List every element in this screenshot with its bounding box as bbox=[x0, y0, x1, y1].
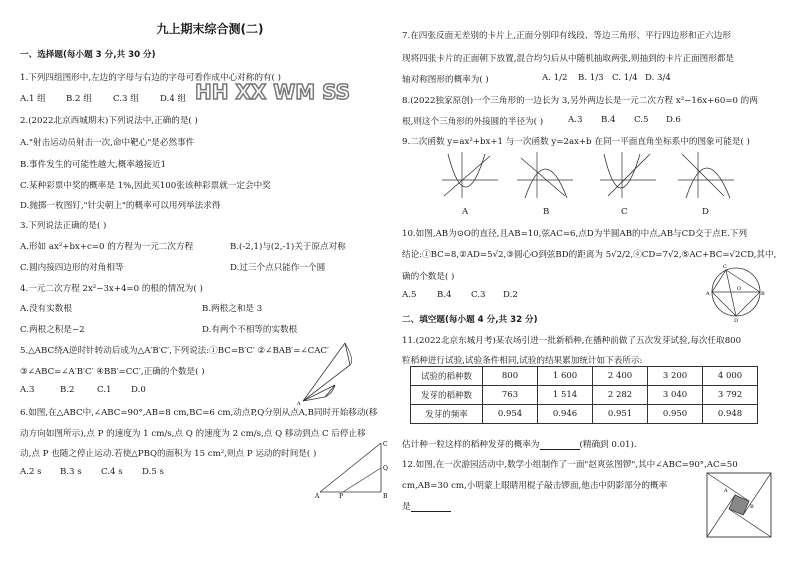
q10-label-a: A bbox=[706, 291, 710, 297]
q6-label-c: C bbox=[383, 441, 388, 448]
q12-answer-prefix: 是 bbox=[402, 502, 411, 512]
q10-stem-line3: 确的个数是( ) bbox=[402, 272, 455, 282]
q6-stem-line1: 6.如图,在△ABC中,∠ABC=90°,AB=8 cm,BC=6 cm,动点P,Q分别从点A,B同时开始移动(移 bbox=[20, 408, 378, 418]
q6-stem-line3: 动,点 P 也随之停止运动.若使△PBQ的面积为 15 cm²,则点 P 运动的时间是( ) bbox=[20, 449, 317, 459]
q3-option-b: B.(-2,1)与(2,-1)关于原点对称 bbox=[230, 242, 346, 252]
q6-option-a: A.2 s bbox=[20, 467, 42, 477]
q11-trial-table bbox=[410, 366, 758, 424]
q6-label-a: A bbox=[315, 493, 320, 500]
q10-stem-line2: 结论:①BC=8,②AD=5√2,③圆心O到弦BD的距离为 5√2/2,④CD=7√2,⑤AC+BC=√2CD,其中, bbox=[402, 250, 777, 260]
q10-label-c: C bbox=[723, 264, 727, 270]
q11-answer-blank[interactable] bbox=[540, 441, 580, 450]
q3-option-d: D.过三个点只能作一个圆 bbox=[230, 263, 326, 273]
q1-option-b: B.2 组 bbox=[66, 94, 92, 104]
q3-option-a: A.形如 ax²+bx+c=0 的方程为一元二次方程 bbox=[20, 242, 194, 252]
q9-label-a: A bbox=[462, 207, 469, 217]
q9-graph-a bbox=[440, 150, 500, 200]
q6-label-q: Q bbox=[383, 465, 388, 472]
table-row bbox=[411, 405, 758, 424]
q9-label-d: D bbox=[702, 207, 709, 217]
table-cell: 0.946 bbox=[538, 405, 593, 424]
section-choice-heading: 一、选择题(每小题 3 分,共 30 分) bbox=[20, 50, 156, 60]
table-cell: 3 040 bbox=[648, 386, 703, 405]
q10-option-c: C.3 bbox=[471, 290, 486, 300]
table-row-label: 发芽的频率 bbox=[411, 405, 483, 424]
q5-label-a: A bbox=[297, 401, 301, 407]
table-row-label: 发芽的稻种数 bbox=[411, 386, 483, 405]
table-cell: 763 bbox=[483, 386, 538, 405]
q3-stem: 3.下列说法正确的是( ) bbox=[20, 221, 107, 231]
q4-option-d: D.有两个不相等的实数根 bbox=[202, 325, 298, 335]
q6-option-c: C.4 s bbox=[101, 467, 123, 477]
table-row bbox=[411, 367, 758, 386]
q5-stem-continued: ③∠ABC=∠A′B′C′ ④BB′=CC′,正确的个数是( ) bbox=[20, 367, 205, 377]
q12-answer-blank[interactable] bbox=[411, 503, 451, 512]
q12-stem-line2: cm,AB=30 cm,小明蒙上眼睛用棍子敲击锣面,他击中阴影部分的概率 bbox=[402, 481, 668, 491]
q9-graph-d bbox=[676, 150, 736, 200]
q9-graph-c bbox=[598, 150, 658, 200]
q12-answer-line bbox=[402, 500, 451, 512]
q11-stem-line2: 粒稻种进行试验,试验条件相同,试验的结果累加统计如下表所示: bbox=[402, 356, 643, 366]
section-fill-heading: 二、填空题(每小题 4 分,共 32 分) bbox=[402, 315, 538, 325]
watermark: HH XX WM SS bbox=[195, 80, 351, 104]
q2-option-b: B.事件发生的可能性越大,概率越接近1 bbox=[20, 160, 167, 170]
q10-option-b: B.4 bbox=[437, 290, 452, 300]
table-cell: 0.948 bbox=[703, 405, 758, 424]
q4-stem: 4.一元二次方程 2x²−3x+4=0 的根的情况为( ) bbox=[20, 284, 203, 294]
q8-stem-line2: 根,则这个三角形的外接圆的半径为( ) bbox=[402, 117, 544, 127]
q11-answer-line bbox=[402, 438, 637, 450]
q1-option-d: D.4 组 bbox=[160, 94, 187, 104]
q12-label-b: B bbox=[750, 504, 754, 510]
q8-option-a: A.3 bbox=[568, 115, 583, 125]
table-cell: 1 600 bbox=[538, 367, 593, 386]
q4-option-c: C.两根之积是−2 bbox=[20, 325, 85, 335]
q11-answer-suffix: (精确到 0.01). bbox=[579, 440, 637, 450]
q1-option-c: C.3 组 bbox=[113, 94, 139, 104]
q8-option-d: D.6 bbox=[666, 115, 681, 125]
q5-option-c: C.1 bbox=[97, 385, 112, 395]
q6-option-b: B.3 s bbox=[60, 467, 82, 477]
q4-option-b: B.两根之和是 3 bbox=[202, 304, 263, 314]
q12-label-a: A bbox=[724, 488, 728, 494]
table-cell: 1 514 bbox=[538, 386, 593, 405]
q10-label-o: O bbox=[737, 286, 742, 292]
q3-option-c: C.圆内接四边形的对角相等 bbox=[20, 263, 124, 273]
table-cell: 0.950 bbox=[648, 405, 703, 424]
q9-stem: 9.二次函数 y=ax²+bx+1 与一次函数 y=2ax+b 在同一平面直角坐标系中的图象可能是( ) bbox=[402, 137, 750, 147]
q11-answer-prefix: 估计种一粒这样的稻种发芽的概率为 bbox=[402, 440, 540, 450]
q6-label-b: B bbox=[383, 493, 388, 500]
table-cell: 2 282 bbox=[593, 386, 648, 405]
q5-option-b: B.2 bbox=[60, 385, 75, 395]
q9-graph-b bbox=[515, 150, 575, 200]
q7-option-d: D. 3/4 bbox=[645, 73, 671, 83]
q10-circle-figure bbox=[706, 262, 766, 322]
table-cell: 4 000 bbox=[703, 367, 758, 386]
q5-option-a: A.3 bbox=[20, 385, 35, 395]
q5-option-d: D.0 bbox=[131, 385, 146, 395]
q1-stem: 1.下列四组图形中,左边的字母与右边的字母可看作成中心对称的有( ) bbox=[20, 73, 281, 83]
table-cell: 0.954 bbox=[483, 405, 538, 424]
q4-option-a: A.没有实数根 bbox=[20, 304, 72, 314]
q6-label-p: P bbox=[339, 493, 344, 500]
q12-zhaoshuang-figure bbox=[704, 470, 774, 540]
table-cell: 3 200 bbox=[648, 367, 703, 386]
table-row-label: 试验的稻种数 bbox=[411, 367, 483, 386]
page-title: 九上期末综合测(二) bbox=[156, 22, 264, 36]
q6-option-d: D.5 s bbox=[142, 467, 164, 477]
q9-label-c: C bbox=[621, 207, 628, 217]
table-cell: 2 400 bbox=[593, 367, 648, 386]
q7-stem-line2: 现将四张卡片的正面朝下放置,混合均匀后从中随机抽取两张,则抽到的卡片正面图形都是 bbox=[402, 54, 735, 64]
q11-stem-line1: 11.(2022北京东城月考)某农场引进一批新稻种,在播种前做了五次发芽试验,每次任取800 bbox=[402, 336, 742, 346]
q7-option-c: C. 1/4 bbox=[612, 73, 638, 83]
q6-stem-line2: 动方向如图所示),点 P 的速度为 1 cm/s,点 Q 的速度为 2 cm/s,点 Q 移动到点 C 后停止移 bbox=[20, 429, 366, 439]
q5-stem: 5.△ABC绕A逆时针转动后成为△A′B′C′,下列说法:①BC=B′C′ ②∠BAB′=∠CAC′ bbox=[20, 346, 329, 356]
table-row bbox=[411, 386, 758, 405]
q2-option-c: C.某种彩票中奖的概率是 1%,因此买100张该种彩票就一定会中奖 bbox=[20, 181, 271, 191]
q7-option-a: A. 1/2 bbox=[542, 73, 568, 83]
q12-stem-line1: 12.如图,在一次游园活动中,数学小组制作了一面"赵爽弦图锣",其中∠ABC=90°,AC=50 bbox=[402, 460, 738, 470]
table-cell: 3 792 bbox=[703, 386, 758, 405]
q2-stem: 2.(2022北京西城期末)下列说法中,正确的是( ) bbox=[20, 116, 198, 126]
q10-option-d: D.2 bbox=[503, 290, 518, 300]
q8-stem-line1: 8.(2022独家原创)一个三角形的一边长为 3,另外两边长是一元二次方程 x²−16x+60=0 的两 bbox=[402, 96, 758, 106]
q2-option-a: A."射击运动员射击一次,命中靶心"是必然事件 bbox=[20, 138, 195, 148]
q10-label-b: B bbox=[761, 291, 765, 297]
q7-stem-line3: 轴对称图形的概率为( ) bbox=[402, 75, 489, 85]
q1-option-a: A.1 组 bbox=[20, 94, 46, 104]
q10-stem-line1: 10.如图,AB为⊙O的直径,且AB=10,弦AC=6,点D为半圆AB的中点,AB与CD交于点E.下列 bbox=[402, 229, 748, 239]
q5-rotation-figure bbox=[295, 335, 355, 405]
q2-option-d: D.抛掷一枚图钉,"针尖朝上"的概率可以用列举法求得 bbox=[20, 201, 221, 211]
q9-label-b: B bbox=[543, 207, 550, 217]
q7-option-b: B. 1/3 bbox=[578, 73, 604, 83]
q10-label-d: D bbox=[734, 318, 739, 324]
table-cell: 800 bbox=[483, 367, 538, 386]
q8-option-b: B.4 bbox=[601, 115, 616, 125]
q6-triangle-figure bbox=[315, 438, 395, 498]
q7-stem-line1: 7.在四张反面无差别的卡片上,正面分别印有线段、等边三角形、平行四边形和正六边形 bbox=[402, 31, 731, 41]
q10-option-a: A.5 bbox=[402, 290, 417, 300]
table-cell: 0.951 bbox=[593, 405, 648, 424]
q8-option-c: C.5 bbox=[634, 115, 649, 125]
